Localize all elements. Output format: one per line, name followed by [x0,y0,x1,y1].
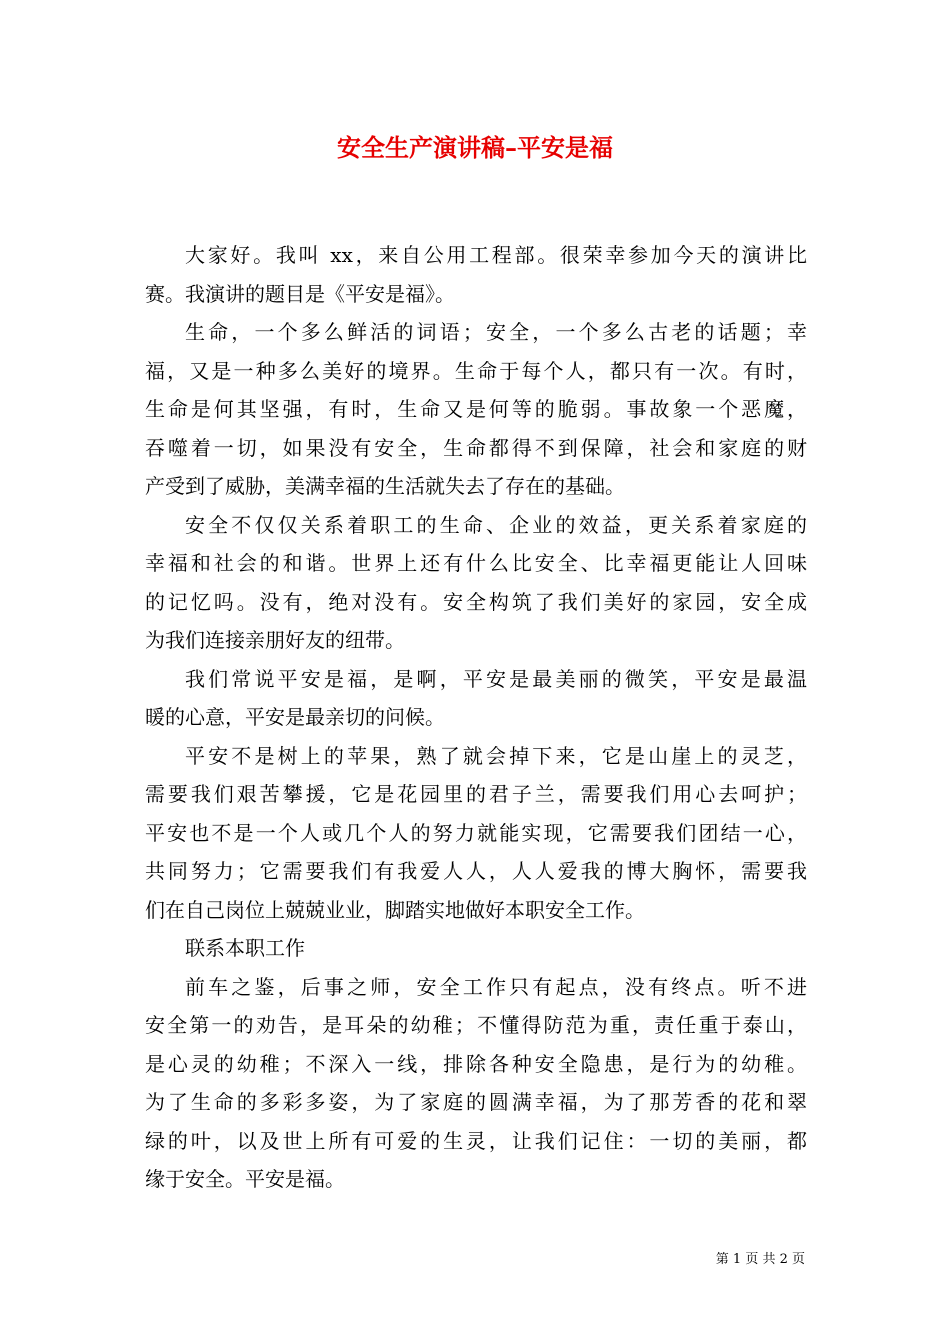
text-line: 平安不是树上的苹果，熟了就会掉下来，它是山崖上的灵芝， [185,743,807,768]
text-line: 幸福和社会的和谐。世界上还有什么比安全、比幸福更能让人回味 [145,551,807,575]
text-line: 联系本职工作 [185,936,305,960]
text-line: 我们常说平安是福，是啊，平安是最美丽的微笑，平安是最温 [185,666,807,691]
text-line: 生命，一个多么鲜活的词语；安全，一个多么古老的话题；幸 [185,320,807,344]
paragraph [145,313,807,506]
text-line: 们在自己岗位上兢兢业业，脚踏实地做好本职安全工作。 [145,897,645,922]
text-line: 安全第一的劝告，是耳朵的幼稚；不懂得防范为重，责任重于泰山， [145,1013,807,1037]
paragraph [145,968,807,1199]
text-line: 暖的心意，平安是最亲切的问候。 [145,705,445,729]
paragraph [145,660,807,737]
text-line: 共同努力；它需要我们有我爱人人，人人爱我的博大胸怀，需要我 [145,859,807,883]
text-line: 缘于安全。平安是福。 [145,1167,345,1191]
text-line: 是心灵的幼稚；不深入一线，排除各种安全隐患，是行为的幼稚。 [145,1051,807,1076]
text-line: 需要我们艰苦攀援，它是花园里的君子兰，需要我们用心去呵护； [145,782,807,806]
text-line: 安全不仅仅关系着职工的生命、企业的效益，更关系着家庭的 [185,512,807,537]
text-line: 赛。我演讲的题目是《平安是福》。 [145,281,455,306]
text-line: 的记忆吗。没有，绝对没有。安全构筑了我们美好的家园，安全成 [145,589,807,614]
text-line: 吞噬着一切，如果没有安全，生命都得不到保障，社会和家庭的财 [145,435,807,460]
text-line: 绿的叶，以及世上所有可爱的生灵，让我们记住：一切的美丽，都 [145,1128,807,1153]
page-title: 安全生产演讲稿–平安是福 [337,133,613,162]
paragraph [145,236,807,313]
text-line: 为我们连接亲朋好友的纽带。 [145,628,405,652]
text-line: 为了生命的多彩多姿，为了家庭的圆满幸福，为了那芳香的花和翠 [145,1090,807,1114]
document-body [145,236,807,1199]
text-line: 前车之鉴，后事之师，安全工作只有起点，没有终点。听不进 [185,974,807,999]
paragraph [145,929,807,968]
text-line: 生命是何其坚强，有时，生命又是何等的脆弱。事故象一个恶魔， [145,397,807,421]
text-line: 平安也不是一个人或几个人的努力就能实现，它需要我们团结一心， [145,820,807,845]
text-line: 大家好。我叫 xx，来自公用工程部。很荣幸参加今天的演讲比 [185,243,807,267]
text-line: 产受到了威胁，美满幸福的生活就失去了存在的基础。 [145,474,625,498]
page-number: 第 1 页 共 2 页 [715,1252,805,1267]
paragraph [145,506,807,660]
text-line: 福，又是一种多么美好的境界。生命于每个人，都只有一次。有时， [145,358,807,383]
paragraph [145,737,807,930]
